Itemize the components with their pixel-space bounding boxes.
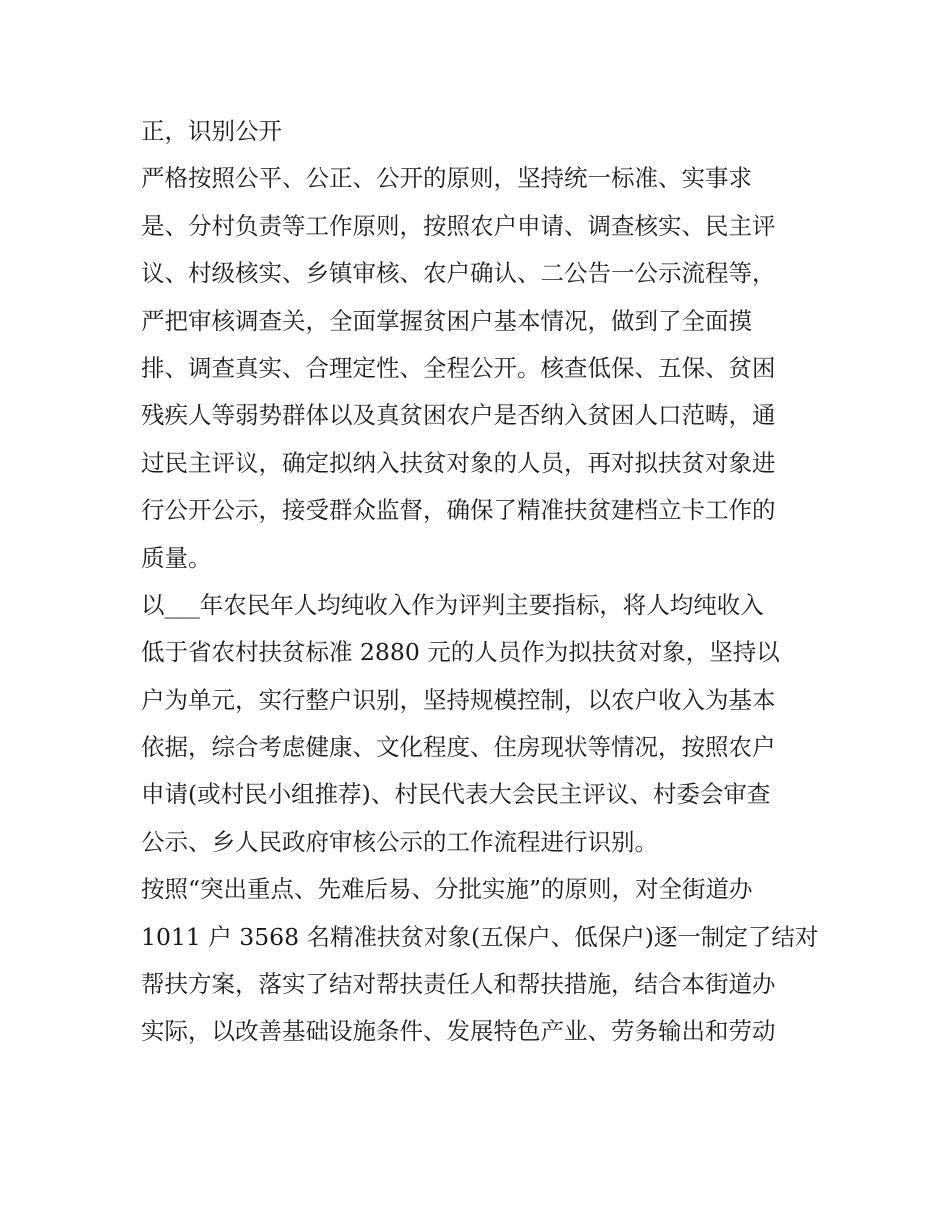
document-body (141, 108, 821, 1056)
text-line: 帮扶方案，落实了结对帮扶责任人和帮扶措施，结合本街道办 (141, 970, 776, 999)
text-line: 1011 户 3568 名精准扶贫对象(五保户、低保户)逐一制定了结对 (141, 922, 819, 951)
text-line: 户为单元，实行整户识别，坚持规模控制，以农户收入为基本 (141, 685, 776, 714)
paragraph-income-criteria (141, 582, 821, 866)
paragraph-assistance-plan (141, 866, 821, 1056)
section-heading: 正，识别公开 (141, 117, 282, 145)
text-line: 排、调查真实、合理定性、全程公开。核查低保、五保、贫困 (141, 353, 776, 382)
paragraph-identification-principles (141, 155, 821, 582)
text-line: 过民主评议，确定拟纳入扶贫对象的人员，再对拟扶贫对象进 (141, 448, 776, 477)
text-line: 质量。 (141, 543, 212, 572)
text-line: 低于省农村扶贫标准 2880 元的人员作为拟扶贫对象，坚持以 (141, 638, 780, 667)
text-line: 公示、乡人民政府审核公示的工作流程进行识别。 (141, 827, 658, 856)
text-line: 是、分村负责等工作原则，按照农户申请、调查核实、民主评 (141, 211, 776, 240)
text-line: 申请(或村民小组推荐)、村民代表大会民主评议、村委会审查 (141, 780, 771, 809)
text-line: 实际，以改善基础设施条件、发展特色产业、劳务输出和劳动 (141, 1017, 776, 1046)
text-line: 依据，综合考虑健康、文化程度、住房现状等情况，按照农户 (141, 733, 776, 762)
text-line: 以___年农民年人均纯收入作为评判主要指标，将人均纯收入 (141, 590, 764, 619)
text-line: 严格按照公平、公正、公开的原则，坚持统一标准、实事求 (141, 164, 752, 193)
text-line: 严把审核调查关，全面掌握贫困户基本情况，做到了全面摸 (141, 306, 752, 335)
text-line: 残疾人等弱势群体以及真贫困农户是否纳入贫困人口范畴，通 (141, 401, 776, 430)
text-line: 议、村级核实、乡镇审核、农户确认、二公告一公示流程等， (141, 259, 776, 288)
text-line: 行公开公示，接受群众监督，确保了精准扶贫建档立卡工作的 (141, 496, 776, 525)
text-line: 按照“突出重点、先难后易、分批实施”的原则，对全街道办 (141, 875, 753, 904)
